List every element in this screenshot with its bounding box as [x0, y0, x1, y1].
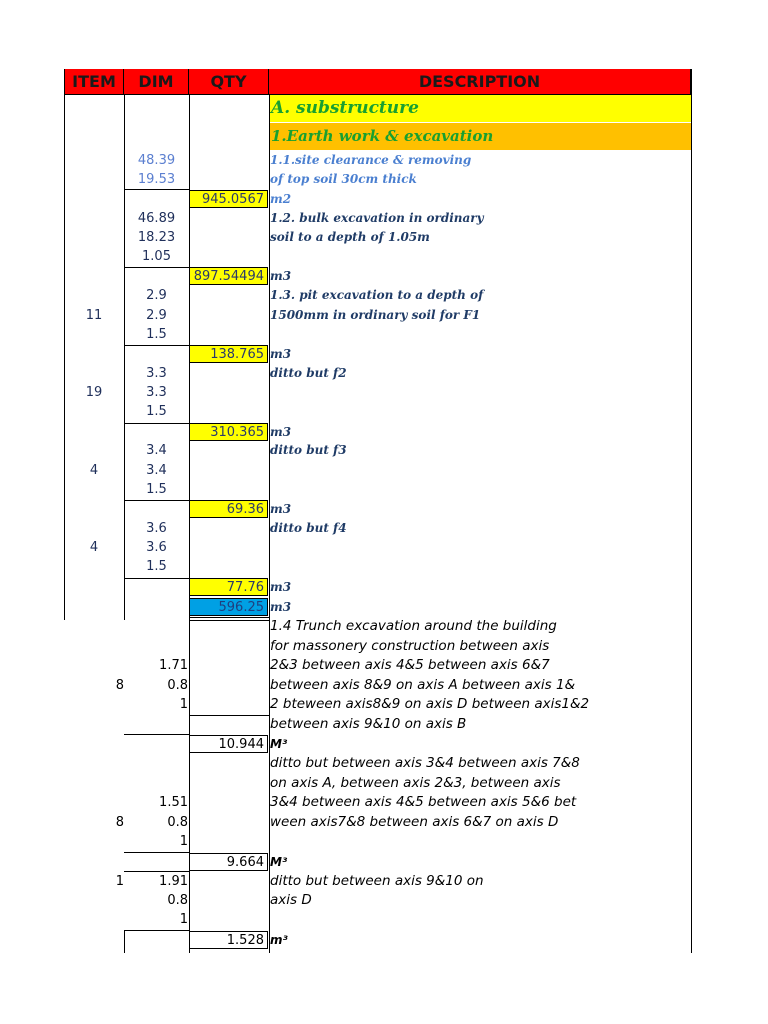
r4-item: 19 [85, 385, 103, 400]
r7-dim-2: 0.8 [167, 678, 188, 693]
r5-qty: 69.36 [189, 500, 268, 518]
r7-desc-4: between axis 8&9 on axis A between axis 1& [270, 677, 576, 693]
r1-unit: m2 [270, 192, 292, 206]
r9-item: 1 [115, 874, 124, 889]
r5-unit: m3 [270, 502, 292, 516]
r9-desc-2: axis D [270, 892, 312, 908]
r7-desc-5: 2 bteween axis8&9 on axis D between axis1&2 [270, 696, 590, 712]
r1-qty: 945.0567 [189, 190, 268, 208]
r7-desc-1: 1.4 Trunch excavation around the building [270, 618, 557, 634]
r8-desc-4: ween axis7&8 between axis 6&7 on axis D [270, 814, 559, 830]
r7-desc-6: between axis 9&10 on axis B [270, 716, 467, 732]
r7-desc-2: for massonery construction between axis [270, 638, 550, 654]
r4-desc-1: ditto but f2 [270, 366, 347, 380]
r6-unit: m3 [270, 580, 292, 594]
r3-dim-1: 2.9 [146, 288, 167, 303]
r9-dim-3: 1 [179, 912, 188, 927]
r8-desc-1: ditto but between axis 3&4 between axis 7&8 [270, 755, 580, 771]
r7-dim-1: 1.71 [159, 658, 188, 673]
r1-dim-2: 19.53 [137, 172, 176, 187]
r8-item: 8 [115, 815, 124, 830]
r3-dim-3: 1.5 [146, 327, 167, 342]
r6-dim-2: 3.6 [146, 540, 167, 555]
header-description: DESCRIPTION [269, 69, 691, 95]
r9-unit: m³ [270, 933, 288, 947]
r6-dim-1: 3.6 [146, 521, 167, 536]
r8-qty: 9.664 [189, 853, 268, 871]
r1-desc-2: of top soil 30cm thick [270, 172, 417, 186]
r2-dim-1: 46.89 [137, 211, 176, 226]
r8-dim-3: 1 [179, 834, 188, 849]
r5-desc-1: ditto but f3 [270, 443, 347, 457]
r5-dim-3: 1.5 [146, 482, 167, 497]
total-qty: 596.25 [189, 598, 268, 616]
r9-qty: 1.528 [189, 931, 268, 949]
r6-item: 4 [89, 540, 99, 555]
r8-desc-2: on axis A, between axis 2&3, between axis [270, 775, 561, 791]
header-dim: DIM [124, 69, 189, 95]
r3-qty: 138.765 [189, 345, 268, 363]
r3-item: 11 [85, 308, 103, 323]
r4-qty: 310.365 [189, 423, 268, 441]
r2-desc-1: 1.2. bulk excavation in ordinary [270, 211, 484, 225]
r3-dim-2: 2.9 [146, 308, 167, 323]
r3-desc-1: 1.3. pit excavation to a depth of [270, 288, 484, 302]
r2-desc-2: soil to a depth of 1.05m [270, 230, 430, 244]
r1-desc-1: 1.1.site clearance & removing [270, 153, 472, 167]
r3-unit: m3 [270, 347, 292, 361]
r7-qty: 10.944 [189, 735, 268, 753]
r4-dim-1: 3.3 [146, 366, 167, 381]
r2-dim-2: 18.23 [137, 230, 176, 245]
section-title: A. substructure [269, 95, 691, 122]
r6-dim-3: 1.5 [146, 559, 167, 574]
r1-dim-1: 48.39 [137, 153, 176, 168]
r8-unit: M³ [270, 855, 288, 869]
r9-desc-1: ditto but between axis 9&10 on [270, 873, 484, 889]
r8-dim-1: 1.51 [159, 795, 188, 810]
r7-desc-3: 2&3 between axis 4&5 between axis 6&7 [270, 657, 550, 673]
r8-desc-3: 3&4 between axis 4&5 between axis 5&6 bet [270, 794, 577, 810]
r5-dim-2: 3.4 [146, 463, 167, 478]
r4-unit: m3 [270, 425, 292, 439]
r5-dim-1: 3.4 [146, 443, 167, 458]
r7-unit: M³ [270, 737, 288, 751]
r9-dim-1: 1.91 [159, 874, 188, 889]
r6-qty: 77.76 [189, 578, 268, 596]
header-item: ITEM [64, 69, 124, 95]
r2-dim-3: 1.05 [142, 249, 171, 264]
r7-dim-3: 1 [179, 697, 188, 712]
r5-item: 4 [89, 463, 99, 478]
header-qty: QTY [189, 69, 269, 95]
r4-dim-3: 1.5 [146, 404, 167, 419]
r3-desc-2: 1500mm in ordinary soil for F1 [270, 308, 481, 322]
r2-unit: m3 [270, 269, 292, 283]
total-unit: m3 [270, 600, 292, 614]
r6-desc-1: ditto but f4 [270, 521, 347, 535]
r4-dim-2: 3.3 [146, 385, 167, 400]
r2-qty: 897.54494 [189, 267, 268, 285]
subsection-title: 1.Earth work & excavation [269, 123, 691, 150]
r7-item: 8 [115, 678, 124, 693]
r9-dim-2: 0.8 [167, 893, 188, 908]
r8-dim-2: 0.8 [167, 815, 188, 830]
